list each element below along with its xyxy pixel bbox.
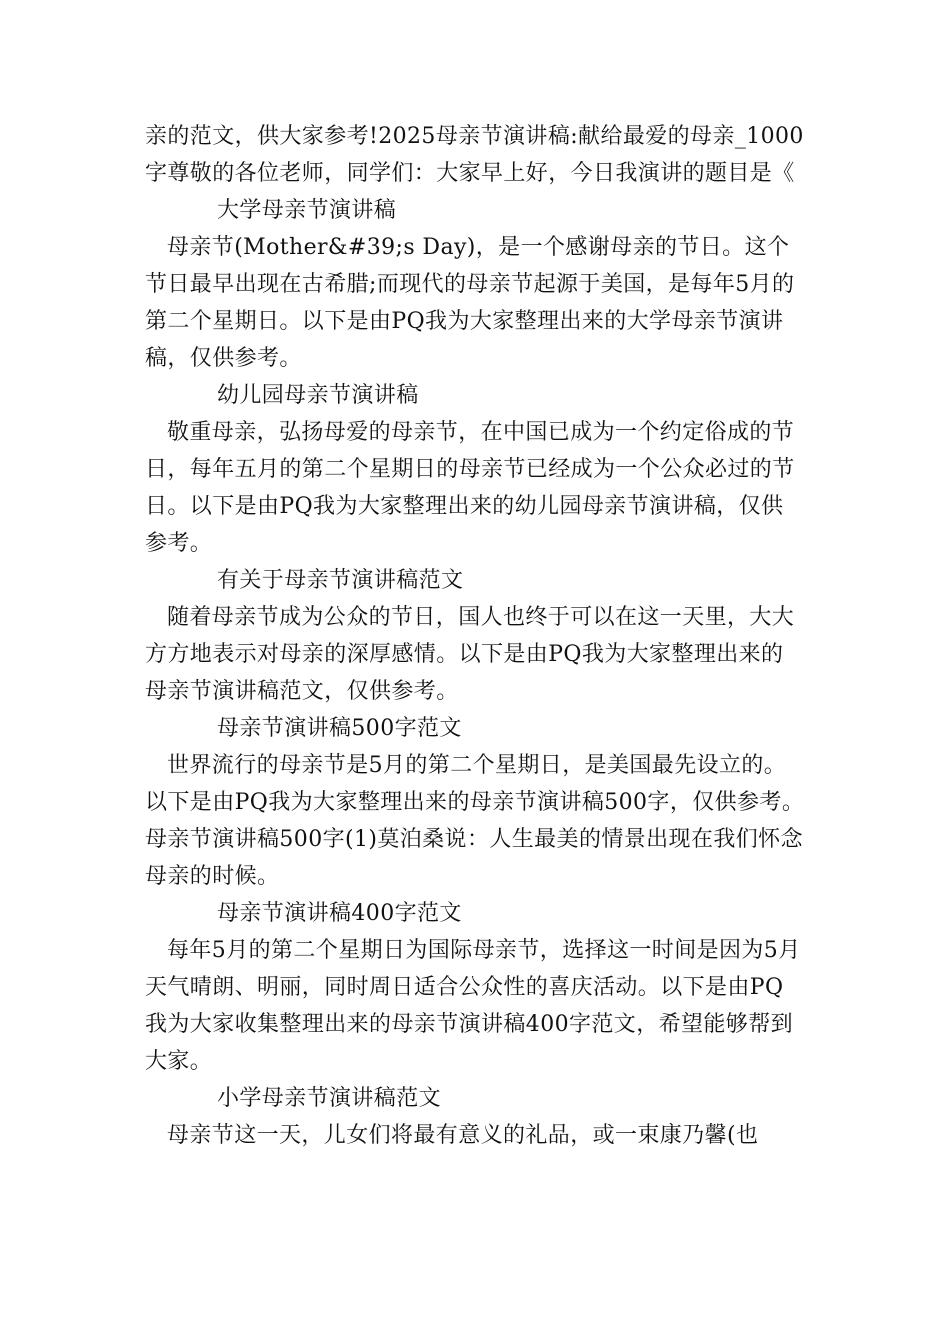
section-body: 敬重母亲，弘扬母爱的母亲节，在中国已成为一个约定俗成的节日，每年五月的第二个星期日的母亲节已经成为一个公众必过的节日。以下是由PQ我为大家整理出来的幼儿园母亲节演讲稿，仅供参考。 — [145, 420, 795, 556]
section-body: 随着母亲节成为公众的节日，国人也终于可以在这一天里，大大方方地表示对母亲的深厚感情。以下是由PQ我为大家整理出来的母亲节演讲稿范文，仅供参考。 — [145, 605, 795, 704]
intro-paragraph: 亲的范文，供大家参考!2025母亲节演讲稿:献给最爱的母亲_1000字尊敬的各位老师，同学们：大家早上好，今日我演讲的题目是《 — [145, 124, 804, 186]
section-body: 每年5月的第二个星期日为国际母亲节，选择这一时间是因为5月天气晴朗、明丽，同时周日适合公众性的喜庆活动。以下是由PQ我为大家收集整理出来的母亲节演讲稿400字范文，希望能够帮到大家。 — [145, 938, 801, 1074]
section-400-words — [145, 895, 805, 1080]
section-university — [145, 192, 805, 377]
section-heading: 母亲节演讲稿500字范文 — [217, 716, 462, 741]
section-body: 世界流行的母亲节是5月的第二个星期日，是美国最先设立的。以下是由PQ我为大家整理出来的母亲节演讲稿500字，仅供参考。母亲节演讲稿500字(1)莫泊桑说：人生最美的情景出现在我们怀念母亲的时候。 — [145, 753, 805, 889]
section-sample-essays — [145, 562, 805, 710]
section-heading: 幼儿园母亲节演讲稿 — [217, 383, 419, 408]
section-heading: 母亲节演讲稿400字范文 — [217, 901, 462, 926]
section-500-words — [145, 710, 805, 895]
section-kindergarten — [145, 377, 805, 562]
section-body: 母亲节(Mother&#39;s Day)，是一个感谢母亲的节日。这个节日最早出现在古希腊;而现代的母亲节起源于美国，是每年5月的第二个星期日。以下是由PQ我为大家整理出来的大学母亲节演讲稿，仅供参考。 — [145, 235, 795, 371]
section-primary-school — [145, 1080, 805, 1154]
document-page — [145, 118, 805, 1154]
section-body: 母亲节这一天，儿女们将最有意义的礼品，或一束康乃馨(也 — [167, 1123, 759, 1148]
section-heading: 有关于母亲节演讲稿范文 — [217, 568, 464, 593]
section-heading: 大学母亲节演讲稿 — [217, 198, 397, 223]
section-heading: 小学母亲节演讲稿范文 — [217, 1086, 442, 1111]
